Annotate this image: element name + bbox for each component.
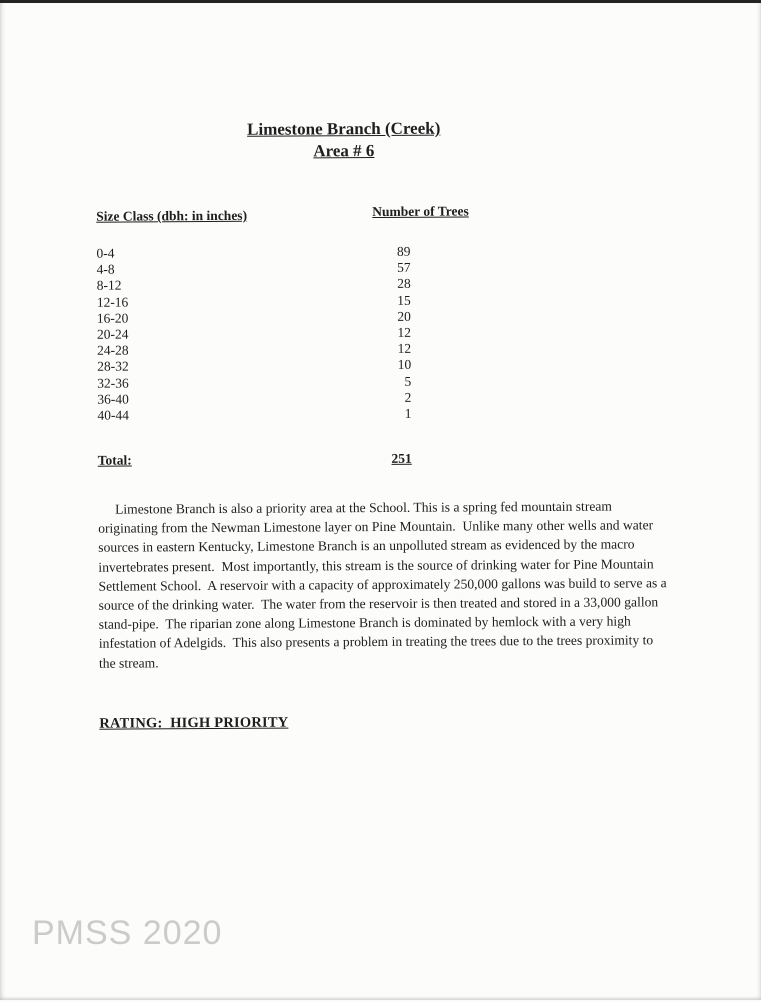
total-row (98, 451, 414, 469)
watermark: PMSS 2020 (32, 914, 223, 952)
number-of-trees-column-header: Number of Trees (372, 203, 469, 220)
tree-count-cell: 1 (404, 405, 412, 421)
tree-count-cell: 2 (404, 389, 412, 405)
table-row (96, 244, 412, 262)
table-row (97, 276, 413, 294)
tree-count-cell: 10 (397, 357, 412, 373)
tree-count-cell: 28 (397, 276, 411, 292)
size-class-cell: 40-44 (97, 407, 130, 423)
size-class-cell: 4-8 (96, 261, 115, 277)
size-class-column-header: Size Class (dbh: in inches) (96, 207, 248, 224)
tree-count-cell: 20 (397, 308, 411, 324)
size-class-cell: 36-40 (97, 391, 129, 407)
table-row (97, 309, 413, 327)
tree-count-cell: 15 (397, 292, 411, 308)
page-title (0, 116, 690, 164)
size-class-cell: 0-4 (96, 245, 115, 261)
tree-count-cell: 57 (397, 259, 411, 276)
table-row (97, 406, 413, 424)
size-class-cell: 20-24 (96, 326, 129, 342)
tree-count-cell: 5 (404, 373, 412, 389)
size-class-table (96, 244, 413, 424)
size-class-cell: 8-12 (96, 277, 122, 294)
tree-count-cell: 12 (397, 324, 412, 340)
table-row (97, 389, 413, 407)
rating-line: RATING: HIGH PRIORITY (99, 714, 289, 732)
title-line-2: Area # 6 (313, 141, 375, 161)
tree-count-cell: 12 (397, 340, 412, 357)
table-row (97, 260, 413, 278)
title-line-1: Limestone Branch (Creek) (247, 118, 441, 139)
total-value: 251 (391, 450, 412, 466)
size-class-cell: 16-20 (96, 310, 129, 326)
total-label: Total: (97, 452, 132, 468)
size-class-cell: 12-16 (96, 294, 129, 310)
body-paragraph: Limestone Branch is also a priority area at the School. This is a spring fed mountain stream originating from the Newman Limestone layer on Pine Mountain. Unlike many other wells and water sources in eastern Kentucky, Limestone Branch is an unpolluted stream as evidenced by the macro invertebrates present. Most importantly, this stream is the source of drinking water for Pine Mountain Settlement School. A reservoir with a capacity of approximately 250,000 gallons was build to serve as a source of the drinking water. The water from the reservoir is then treated and stored in a 33,000 gallon stand-pipe. The riparian zone along Limestone Branch is dominated by hemlock with a very high infestation of Adelgids. This also presents a problem in treating the trees due to the trees proximity to the stream. (98, 498, 671, 671)
table-row (97, 325, 413, 343)
size-class-cell: 32-36 (97, 375, 129, 391)
table-row (97, 341, 413, 359)
table-row (97, 357, 413, 375)
size-class-cell: 28-32 (97, 358, 129, 375)
tree-count-cell: 89 (396, 243, 411, 259)
table-row (97, 292, 413, 310)
size-class-cell: 24-28 (97, 342, 129, 358)
table-row (97, 373, 413, 391)
